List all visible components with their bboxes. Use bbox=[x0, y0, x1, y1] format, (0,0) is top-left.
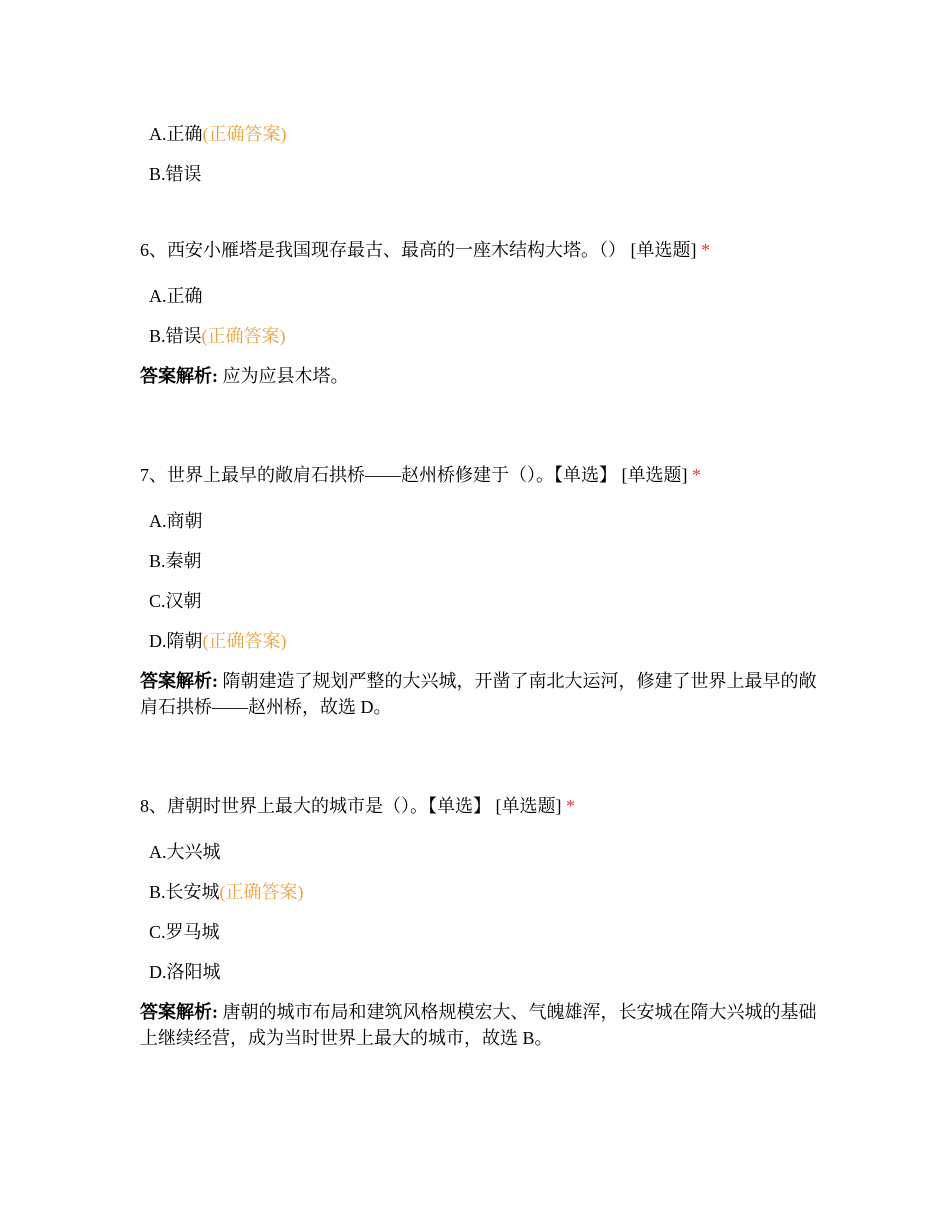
q8-option-a: A.大兴城 bbox=[149, 842, 221, 862]
correct-answer-marker: (正确答案) bbox=[202, 631, 287, 651]
q6-type: [单选题] bbox=[630, 240, 697, 260]
q7-question bbox=[140, 463, 701, 487]
q7-option-c: C.汉朝 bbox=[149, 591, 202, 611]
q8-type: [单选题] bbox=[495, 796, 562, 816]
required-mark: * bbox=[566, 796, 575, 816]
analysis-label: 答案解析: bbox=[140, 366, 218, 386]
q8-stem: 8、唐朝时世界上最大的城市是（）。【单选】 bbox=[140, 796, 491, 816]
q6-option-a: A.正确 bbox=[149, 286, 203, 306]
q7-option-d: D.隋朝(正确答案) bbox=[149, 631, 287, 651]
q7-stem: 7、世界上最早的敞肩石拱桥——赵州桥修建于（）。【单选】 bbox=[140, 465, 617, 485]
analysis-label: 答案解析: bbox=[140, 1002, 218, 1022]
correct-answer-marker: (正确答案) bbox=[201, 326, 286, 346]
q6-question bbox=[140, 238, 710, 262]
q6-analysis bbox=[140, 363, 820, 389]
required-mark: * bbox=[701, 240, 710, 260]
q5-option-b: B.错误 bbox=[149, 164, 202, 184]
required-mark: * bbox=[692, 465, 701, 485]
correct-answer-marker: (正确答案) bbox=[219, 882, 304, 902]
q7-option-b: B.秦朝 bbox=[149, 551, 202, 571]
q6-analysis-text: 应为应县木塔。 bbox=[222, 366, 349, 386]
q7-analysis-text: 隋朝建造了规划严整的大兴城，开凿了南北大运河，修建了世界上最早的敞肩石拱桥——赵州桥，故选 D。 bbox=[140, 671, 817, 717]
q8-option-b: B.长安城(正确答案) bbox=[149, 882, 304, 902]
q7-analysis bbox=[140, 668, 820, 720]
q8-option-c: C.罗马城 bbox=[149, 922, 220, 942]
q8-option-d: D.洛阳城 bbox=[149, 962, 221, 982]
correct-answer-marker: (正确答案) bbox=[202, 124, 287, 144]
q8-question bbox=[140, 794, 575, 818]
q8-analysis bbox=[140, 999, 820, 1051]
q6-option-b: B.错误(正确答案) bbox=[149, 326, 286, 346]
q7-type: [单选题] bbox=[621, 465, 688, 485]
analysis-label: 答案解析: bbox=[140, 671, 218, 691]
q5-option-a: A.正确(正确答案) bbox=[149, 124, 287, 144]
q8-analysis-text: 唐朝的城市布局和建筑风格规模宏大、气魄雄浑，长安城在隋大兴城的基础上继续经营，成为当时世界上最大的城市，故选 B。 bbox=[140, 1002, 817, 1048]
q6-stem: 6、西安小雁塔是我国现存最古、最高的一座木结构大塔。（） bbox=[140, 240, 626, 260]
q7-option-a: A.商朝 bbox=[149, 511, 203, 531]
